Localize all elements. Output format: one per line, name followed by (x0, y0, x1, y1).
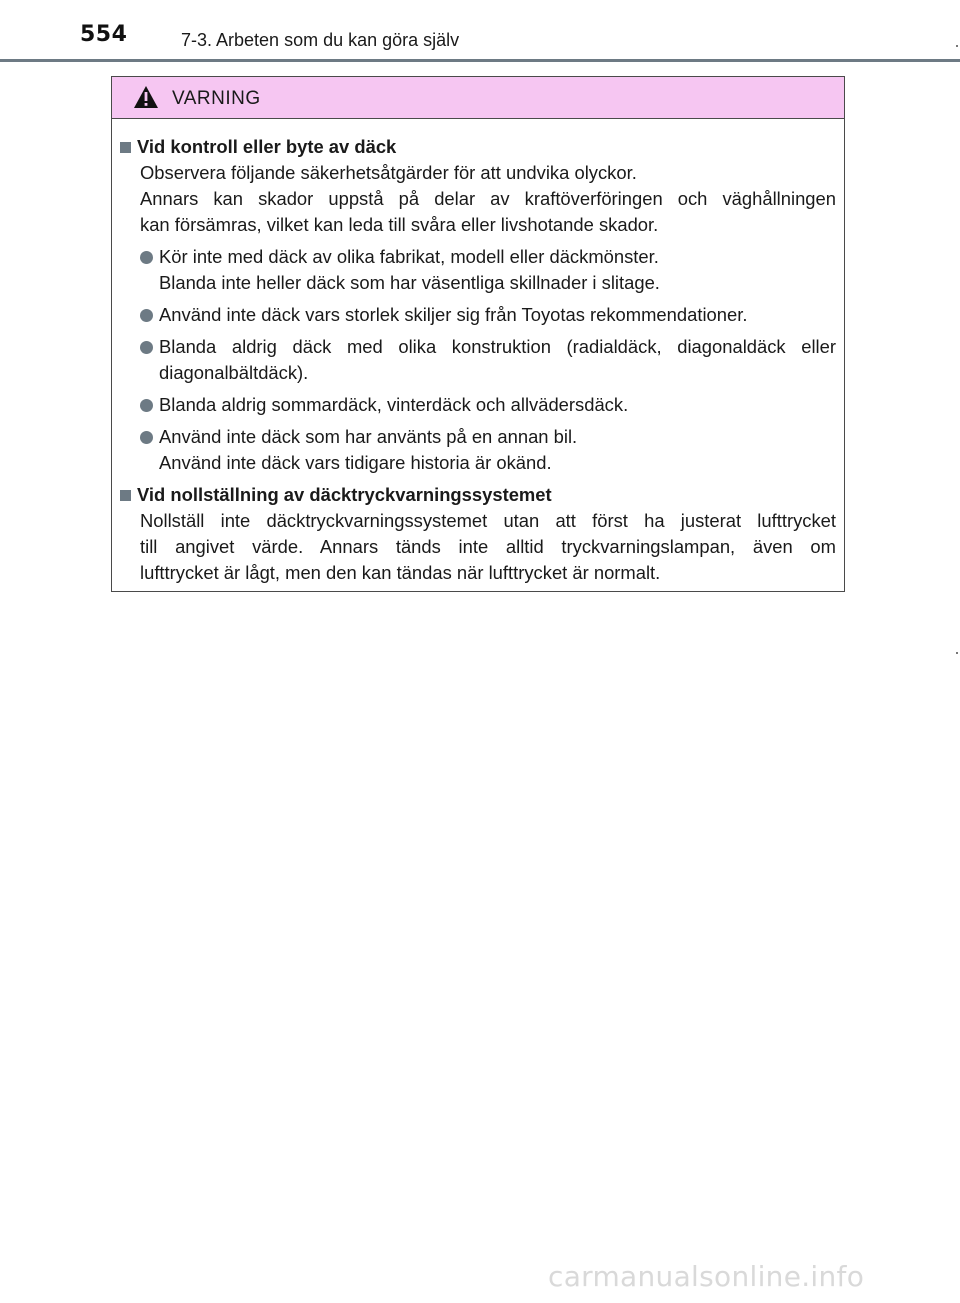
paragraph-line: Nollställ inte däcktryckvarningssystemet utan att först ha justerat lufttrycket (140, 510, 836, 531)
round-bullet-icon (140, 251, 153, 264)
item-list (120, 244, 836, 476)
paragraph-line: Annars kan skador uppstå på delar av kraftöverföringen och väghållningen (140, 188, 836, 209)
section-tire-check (120, 134, 836, 476)
list-item (120, 424, 836, 476)
warning-box (111, 76, 845, 592)
edge-mark (956, 652, 958, 654)
list-item-line: Blanda aldrig sommardäck, vinterdäck och allvädersdäck. (159, 394, 629, 415)
list-item-text (159, 244, 836, 296)
warning-header (112, 77, 844, 119)
list-item-text (159, 334, 836, 386)
list-item-line: Blanda aldrig däck med olika konstruktion (radialdäck, diagonaldäck eller (159, 336, 836, 357)
list-item (120, 334, 836, 386)
section-title: 7-3. Arbeten som du kan göra själv (181, 30, 460, 50)
page-header (0, 0, 960, 62)
list-item-line: Kör inte med däck av olika fabrikat, modell eller däckmönster. (159, 246, 659, 267)
list-item (120, 392, 836, 418)
round-bullet-icon (140, 341, 153, 354)
paragraph-line: Observera följande säkerhetsåtgärder för att undvika olyckor. (140, 162, 637, 183)
round-bullet-icon (140, 431, 153, 444)
section-tpms-reset (120, 482, 836, 586)
square-bullet-icon (120, 490, 131, 501)
list-item (120, 302, 836, 328)
paragraph-line: lufttrycket är lågt, men den kan tändas när lufttrycket är normalt. (140, 562, 661, 583)
warning-label: VARNING (172, 88, 261, 109)
page-number: 554 (80, 22, 128, 47)
list-item-text (159, 424, 836, 476)
warning-body (112, 119, 844, 586)
list-item-line: Blanda inte heller däck som har väsentliga skillnader i slitage. (159, 272, 660, 293)
section-heading-text: Vid nollställning av däcktryckvarningssystemet (137, 484, 552, 505)
warning-triangle-icon (133, 85, 159, 109)
round-bullet-icon (140, 309, 153, 322)
section-heading (120, 134, 836, 160)
list-item-line: Använd inte däck vars tidigare historia är okänd. (159, 452, 552, 473)
section-heading (120, 482, 836, 508)
list-item-line: diagonalbältdäck). (159, 362, 309, 383)
paragraph-line: till angivet värde. Annars tänds inte alltid tryckvarningslampan, även om (140, 536, 836, 557)
list-item-line: Använd inte däck som har använts på en annan bil. (159, 426, 578, 447)
header-rule (0, 59, 960, 62)
square-bullet-icon (120, 142, 131, 153)
section-heading-text: Vid kontroll eller byte av däck (137, 136, 397, 157)
list-item-text (159, 302, 836, 328)
section-paragraph (120, 160, 836, 238)
list-item-text (159, 392, 836, 418)
footer-watermark: carmanualsonline.info (548, 1260, 865, 1293)
round-bullet-icon (140, 399, 153, 412)
section-paragraph (120, 508, 836, 586)
paragraph-line: kan försämras, vilket kan leda till svåra eller livshotande skador. (140, 214, 659, 235)
list-item-line: Använd inte däck vars storlek skiljer sig från Toyotas rekommendationer. (159, 304, 748, 325)
list-item (120, 244, 836, 296)
edge-mark (956, 45, 958, 47)
